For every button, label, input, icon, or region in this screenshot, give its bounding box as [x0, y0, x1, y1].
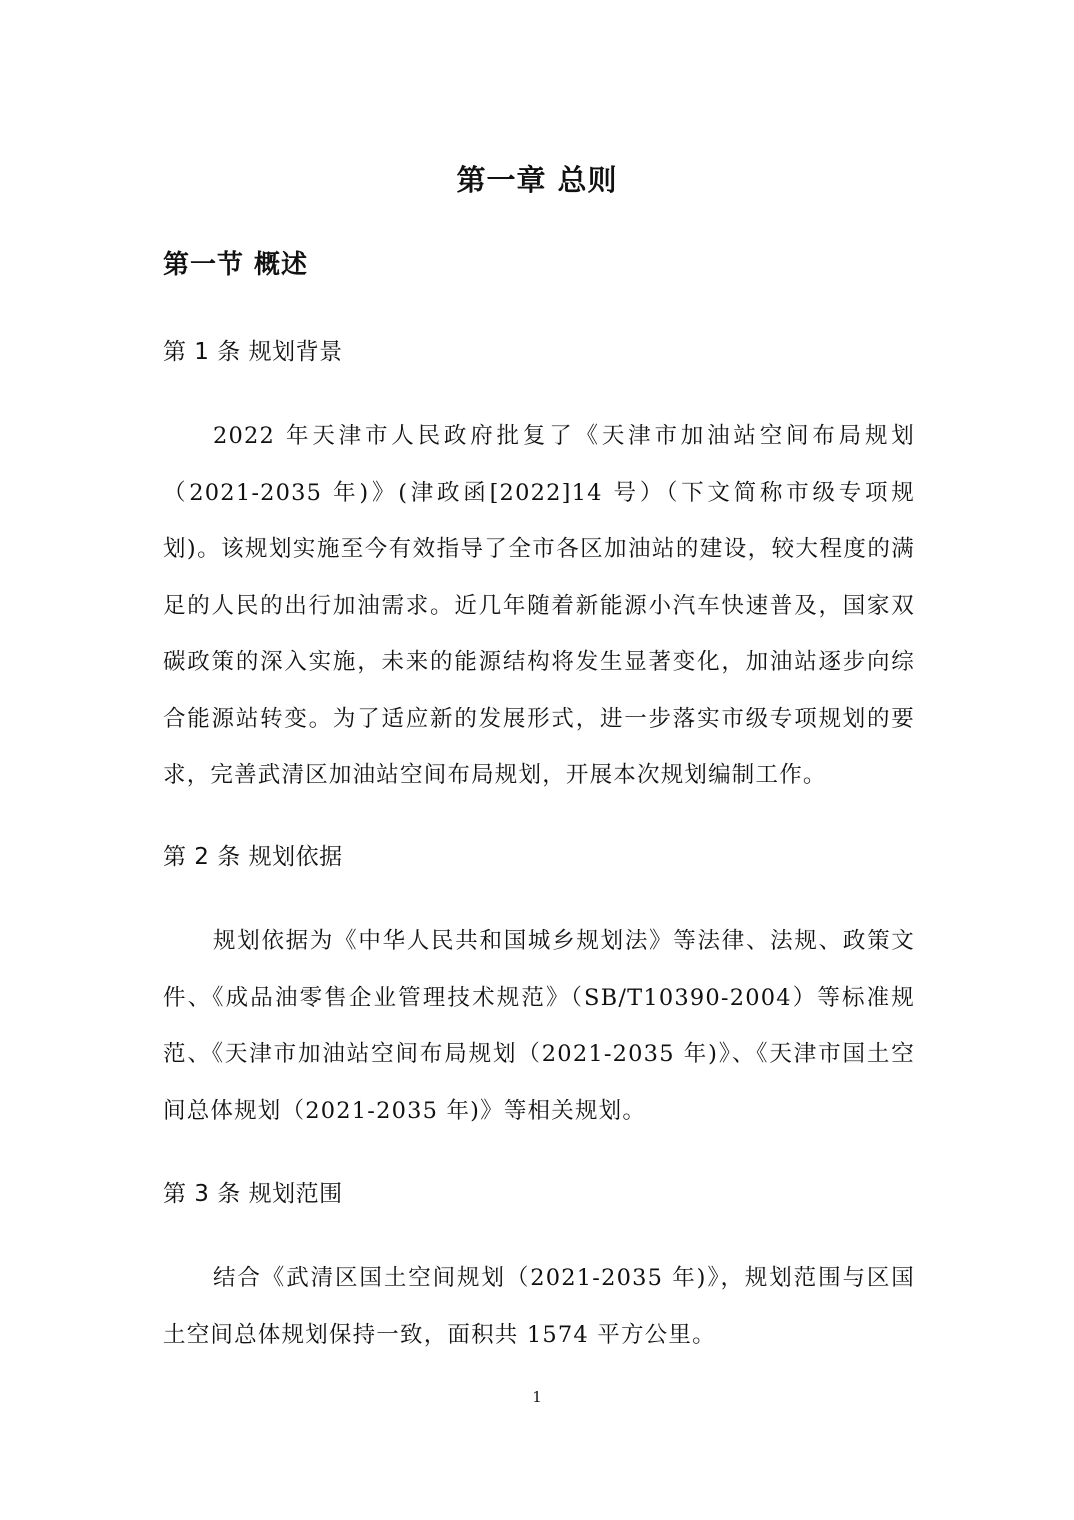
- article-heading-1: 第 1 条 规划背景: [163, 339, 343, 365]
- article-body-1: 2022 年天津市人民政府批复了《天津市加油站空间布局规划（2021-2035 年)》(津政函[2022]14 号）（下文简称市级专项规划)。该规划实施至今有效指导了全市各区加油站的建设，较大程度的满足的人民的出行加油需求。近几年随着新能源小汽车快速普及，国家双碳政策的深入实施，未来的能源结构将发生显著变化，加油站逐步向综合能源站转变。为了适应新的发展形式，进一步落实市级专项规划的要求，完善武清区加油站空间布局规划，开展本次规划编制工作。: [163, 423, 915, 788]
- article-body-3: 结合《武清区国土空间规划（2021-2035 年)》，规划范围与区国土空间总体规划保持一致，面积共 1574 平方公里。: [163, 1265, 915, 1348]
- section-title: 第一节 概述: [163, 250, 309, 280]
- chapter-title: 第一章 总则: [456, 163, 618, 197]
- article-heading-2: 第 2 条 规划依据: [163, 844, 343, 870]
- page-number: 1: [532, 1388, 542, 1406]
- article-heading-3: 第 3 条 规划范围: [163, 1181, 343, 1207]
- article-body-2: 规划依据为《中华人民共和国城乡规划法》等法律、法规、政策文件、《成品油零售企业管理技术规范》（SB/T10390-2004）等标准规范、《天津市加油站空间布局规划（2021-2035 年)》、《天津市国土空间总体规划（2021-2035 年)》等相关规划。: [163, 928, 915, 1124]
